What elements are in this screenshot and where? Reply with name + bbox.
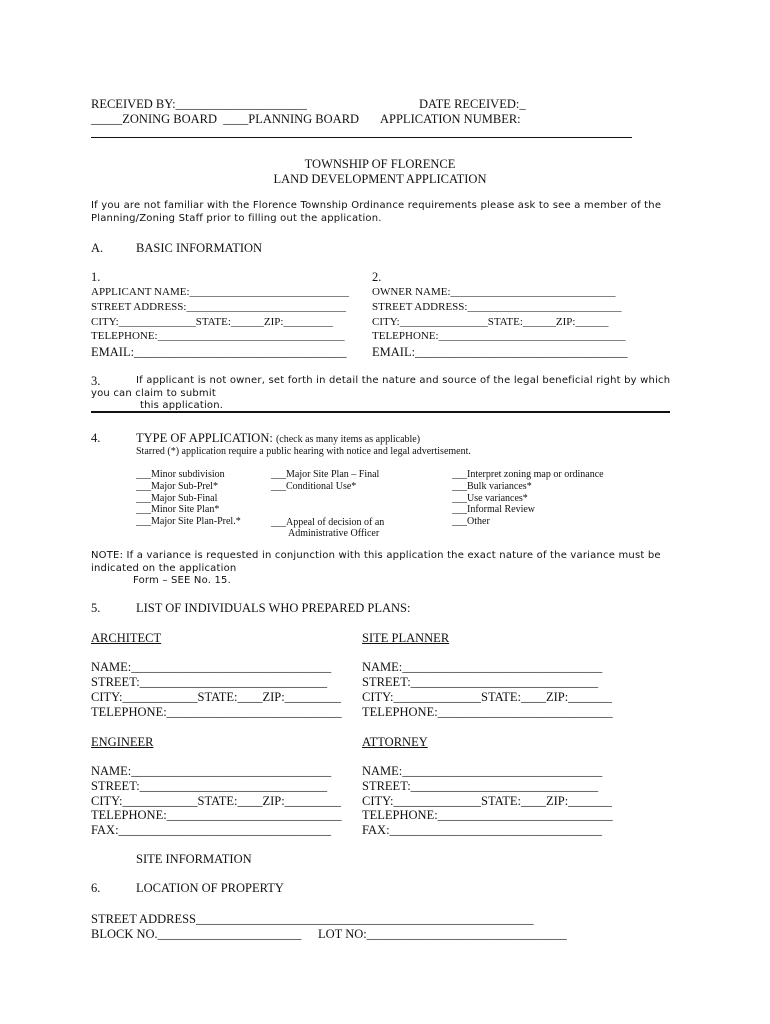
site-information-title: SITE INFORMATION	[136, 852, 252, 866]
application-number-label: APPLICATION NUMBER:	[380, 112, 521, 126]
item-4-title	[136, 431, 420, 446]
item-4-title-note: (check as many items as applicable)	[275, 434, 421, 445]
checkbox-conditional-use[interactable]: ___Conditional Use*	[271, 481, 357, 492]
checkbox-interpret-zoning[interactable]: ___Interpret zoning map or ordinance	[452, 469, 604, 480]
board-selection[interactable]: _____ZONING BOARD ____PLANNING BOARD	[91, 112, 360, 126]
checkbox-minor-subdivision[interactable]: ___Minor subdivision	[136, 469, 225, 480]
variance-note-2: indicated on the application	[91, 563, 237, 574]
checkbox-use-variances[interactable]: ___Use variances*	[452, 493, 528, 504]
section-a-title: BASIC INFORMATION	[136, 241, 263, 255]
checkbox-appeal-decision[interactable]: ___Appeal of decision of an	[271, 517, 385, 528]
applicant-name-field[interactable]: APPLICANT NAME:_____________________________	[91, 286, 350, 298]
applicant-city-field[interactable]: CITY:______________STATE:______ZIP:_________	[91, 316, 333, 328]
applicant-email-field[interactable]: EMAIL:__________________________________	[91, 345, 347, 359]
engineer-city-field[interactable]: CITY:____________STATE:____ZIP:_________	[91, 794, 341, 808]
owner-street-field[interactable]: STREET ADDRESS:____________________________	[372, 301, 622, 313]
applicant-telephone-field[interactable]: TELEPHONE:__________________________________	[91, 330, 345, 342]
variance-note-3: Form – SEE No. 15.	[133, 575, 231, 586]
architect-heading: ARCHITECT	[91, 631, 162, 645]
received-by-field[interactable]: RECEIVED BY:_____________________	[91, 97, 307, 111]
owner-name-field[interactable]: OWNER NAME:______________________________	[372, 286, 616, 298]
attorney-telephone-field[interactable]: TELEPHONE:____________________________	[362, 808, 613, 822]
engineer-heading: ENGINEER	[91, 735, 154, 749]
variance-note: NOTE: If a variance is requested in conjunction with this application the exact nature of the variance must be	[91, 550, 661, 561]
checkbox-major-site-plan-final[interactable]: ___Major Site Plan – Final	[271, 469, 380, 480]
item-3-text-2: you can claim to submit	[91, 388, 216, 399]
item-3-rule	[91, 411, 670, 413]
item-6-number: 6.	[91, 881, 101, 895]
item-5-number: 5.	[91, 601, 101, 615]
architect-telephone-field[interactable]: TELEPHONE:____________________________	[91, 705, 342, 719]
engineer-street-field[interactable]: STREET:______________________________	[91, 779, 328, 793]
engineer-name-field[interactable]: NAME:________________________________	[91, 764, 332, 778]
item-4-title-text: TYPE OF APPLICATION:	[136, 431, 273, 445]
site-planner-name-field[interactable]: NAME:________________________________	[362, 660, 603, 674]
appeal-decision-line-2: Administrative Officer	[288, 528, 380, 539]
site-planner-telephone-field[interactable]: TELEPHONE:____________________________	[362, 705, 613, 719]
attorney-name-field[interactable]: NAME:________________________________	[362, 764, 603, 778]
checkbox-minor-site-plan[interactable]: ___Minor Site Plan*	[136, 504, 220, 515]
intro-text-2: Planning/Zoning Staff prior to filling out the application.	[91, 213, 382, 224]
attorney-city-field[interactable]: CITY:______________STATE:____ZIP:_______	[362, 794, 612, 808]
site-planner-street-field[interactable]: STREET:______________________________	[362, 675, 599, 689]
section-a-letter: A.	[91, 241, 104, 255]
applicant-street-field[interactable]: STREET ADDRESS:_____________________________	[91, 301, 346, 313]
intro-text: If you are not familiar with the Florence Township Ordinance requirements please ask to see a member of the	[91, 200, 662, 211]
item-6-title: LOCATION OF PROPERTY	[136, 881, 284, 895]
checkbox-informal-review[interactable]: ___Informal Review	[452, 504, 536, 515]
attorney-street-field[interactable]: STREET:______________________________	[362, 779, 599, 793]
header-rule	[91, 137, 632, 138]
owner-number: 2.	[372, 270, 382, 284]
engineer-telephone-field[interactable]: TELEPHONE:____________________________	[91, 808, 342, 822]
applicant-number: 1.	[91, 270, 101, 284]
owner-city-field[interactable]: CITY:________________STATE:______ZIP:______	[372, 316, 609, 328]
architect-street-field[interactable]: STREET:______________________________	[91, 675, 328, 689]
site-planner-heading: SITE PLANNER	[362, 631, 450, 645]
date-received-field[interactable]: DATE RECEIVED:_	[419, 97, 526, 111]
block-number-field[interactable]: BLOCK NO._______________________	[91, 927, 302, 941]
owner-telephone-field[interactable]: TELEPHONE:__________________________________	[372, 330, 626, 342]
checkbox-other[interactable]: ___Other	[452, 516, 490, 527]
item-4-number: 4.	[91, 431, 101, 445]
site-planner-city-field[interactable]: CITY:______________STATE:____ZIP:_______	[362, 690, 612, 704]
item-3-text: If applicant is not owner, set forth in detail the nature and source of the legal beneficial right by which	[136, 375, 671, 386]
attorney-heading: ATTORNEY	[362, 735, 428, 749]
checkbox-bulk-variances[interactable]: ___Bulk variances*	[452, 481, 532, 492]
starred-note: Starred (*) application require a public hearing with notice and legal advertisement.	[136, 446, 471, 457]
item-5-title: LIST OF INDIVIDUALS WHO PREPARED PLANS:	[136, 601, 411, 615]
property-street-field[interactable]: STREET ADDRESS______________________________________________________	[91, 912, 534, 926]
item-3-text-3: this application.	[140, 400, 224, 411]
document-title: TOWNSHIP OF FLORENCE	[304, 157, 456, 171]
checkbox-major-sub-final[interactable]: ___Major Sub-Final	[136, 493, 218, 504]
architect-name-field[interactable]: NAME:________________________________	[91, 660, 332, 674]
document-subtitle: LAND DEVELOPMENT APPLICATION	[273, 172, 487, 186]
owner-email-field[interactable]: EMAIL:__________________________________	[372, 345, 628, 359]
checkbox-major-sub-prel[interactable]: ___Major Sub-Prel*	[136, 481, 218, 492]
attorney-fax-field[interactable]: FAX:__________________________________	[362, 823, 603, 837]
checkbox-major-site-plan-prel[interactable]: ___Major Site Plan-Prel.*	[136, 516, 241, 527]
lot-number-field[interactable]: LOT NO:________________________________	[318, 927, 567, 941]
item-3-number: 3.	[91, 374, 101, 388]
engineer-fax-field[interactable]: FAX:__________________________________	[91, 823, 332, 837]
architect-city-field[interactable]: CITY:____________STATE:____ZIP:_________	[91, 690, 341, 704]
